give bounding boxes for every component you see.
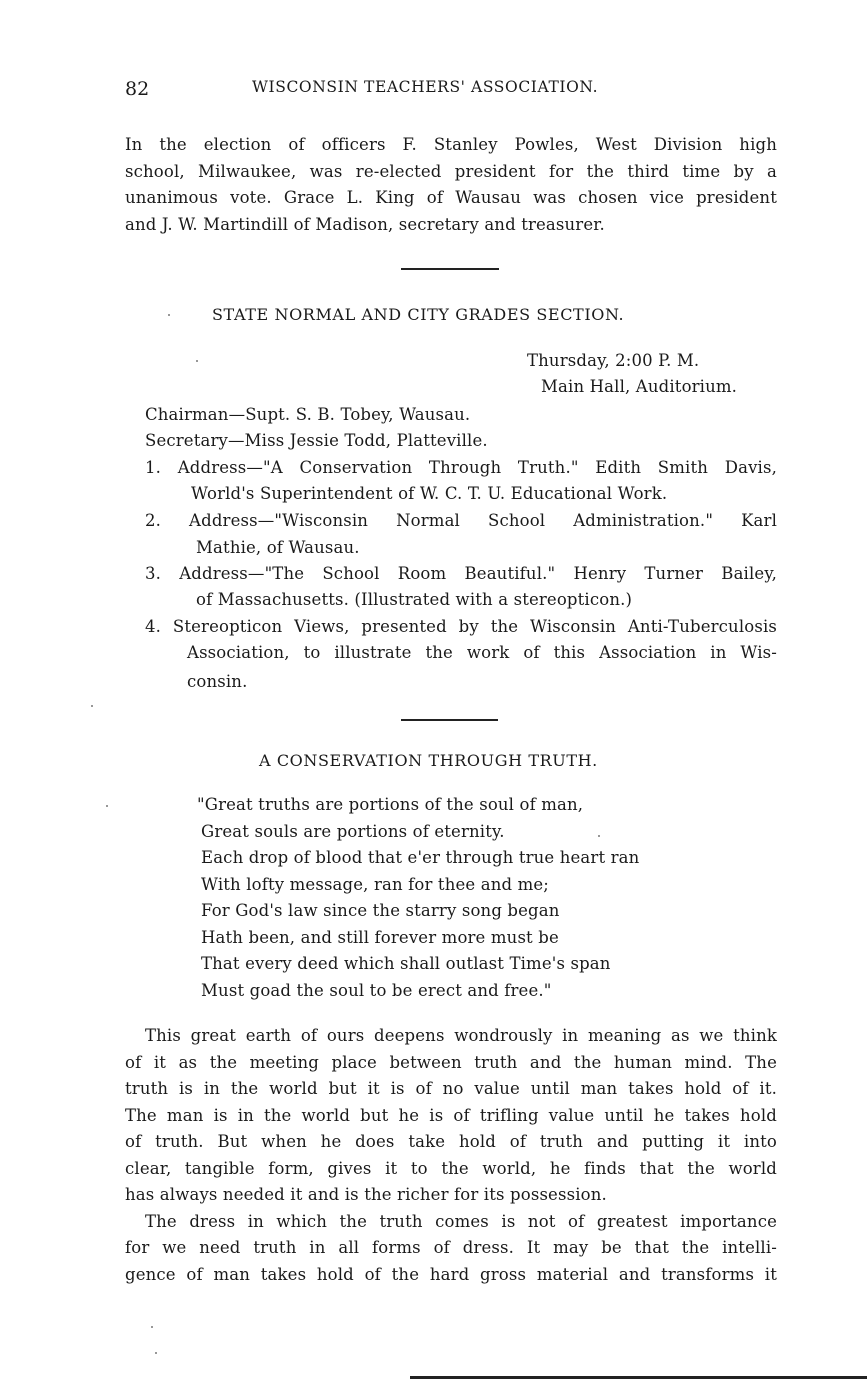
election-line: unanimous vote. Grace L. King of Wausau was chosen vice president	[125, 188, 777, 207]
program-item-1: 1. Address—"A Conservation Through Truth." Edith Smith Davis,	[145, 458, 777, 477]
scan-speck	[155, 1352, 157, 1354]
scan-speck	[106, 805, 108, 807]
body-line: for we need truth in all forms of dress. It may be that the intelli-	[125, 1238, 777, 1257]
section-divider	[401, 268, 499, 270]
body-line: has always needed it and is the richer for its possession.	[125, 1185, 607, 1204]
program-item-4: 4. Stereopticon Views, presented by the Wisconsin Anti-Tuberculosis	[145, 617, 777, 636]
poem-line: Each drop of blood that e'er through true heart ran	[201, 848, 640, 867]
program-item-3-cont: of Massachusetts. (Illustrated with a stereopticon.)	[196, 590, 633, 609]
election-line: and J. W. Martindill of Madison, secretary and treasurer.	[125, 215, 605, 234]
poem-line: Great souls are portions of eternity.	[201, 822, 505, 841]
election-line: In the election of officers F. Stanley Powles, West Division high	[125, 135, 777, 154]
poem-line: Hath been, and still forever more must be	[201, 928, 559, 947]
section-secretary: Secretary—Miss Jessie Todd, Platteville.	[145, 431, 488, 450]
scan-edge	[410, 1376, 867, 1379]
section-chairman: Chairman—Supt. S. B. Tobey, Wausau.	[145, 405, 471, 424]
poem-line: "Great truths are portions of the soul of man,	[197, 795, 584, 814]
page-header	[125, 78, 785, 104]
body-line: clear, tangible form, gives it to the world, he finds that the world	[125, 1159, 777, 1178]
program-item-3: 3. Address—"The School Room Beautiful." Henry Turner Bailey,	[145, 564, 777, 583]
scan-speck	[168, 314, 170, 316]
body-line: of it as the meeting place between truth and the human mind. The	[125, 1053, 777, 1072]
election-line: school, Milwaukee, was re-elected president for the third time by a	[125, 162, 777, 181]
body-line: The man is in the world but he is of trifling value until he takes hold	[125, 1106, 777, 1125]
body-line: of truth. But when he does take hold of truth and putting it into	[125, 1132, 777, 1151]
program-item-2-cont: Mathie, of Wausau.	[196, 538, 360, 557]
body-line: The dress in which the truth comes is not of greatest importance	[145, 1212, 777, 1231]
section-place: Main Hall, Auditorium.	[541, 377, 738, 396]
body-line: This great earth of ours deepens wondrously in meaning as we think	[145, 1026, 777, 1045]
program-item-4-cont: consin.	[187, 672, 248, 691]
poem-line: For God's law since the starry song began	[201, 901, 560, 920]
body-line: gence of man takes hold of the hard gross material and transforms it	[125, 1265, 777, 1284]
program-item-4-cont: Association, to illustrate the work of this Association in Wis-	[187, 643, 777, 662]
scan-speck	[151, 1326, 153, 1328]
poem-line: That every deed which shall outlast Time's span	[201, 954, 611, 973]
section-time: Thursday, 2:00 P. M.	[527, 351, 700, 370]
running-title: WISCONSIN TEACHERS' ASSOCIATION.	[252, 78, 599, 96]
program-item-1-cont: World's Superintendent of W. C. T. U. Educational Work.	[191, 484, 668, 503]
body-line: truth is in the world but it is of no value until man takes hold of it.	[125, 1079, 777, 1098]
poem-line: Must goad the soul to be erect and free."	[201, 981, 552, 1000]
scan-speck	[598, 835, 600, 837]
program-item-2: 2. Address—"Wisconsin Normal School Administration." Karl	[145, 511, 777, 530]
section-title: STATE NORMAL AND CITY GRADES SECTION.	[212, 305, 625, 324]
poem-line: With lofty message, ran for thee and me;	[201, 875, 550, 894]
scan-speck	[196, 360, 198, 362]
page-number: 82	[125, 78, 150, 100]
scan-speck	[91, 705, 93, 707]
article-title: A CONSERVATION THROUGH TRUTH.	[259, 751, 598, 770]
section-divider	[401, 719, 498, 721]
